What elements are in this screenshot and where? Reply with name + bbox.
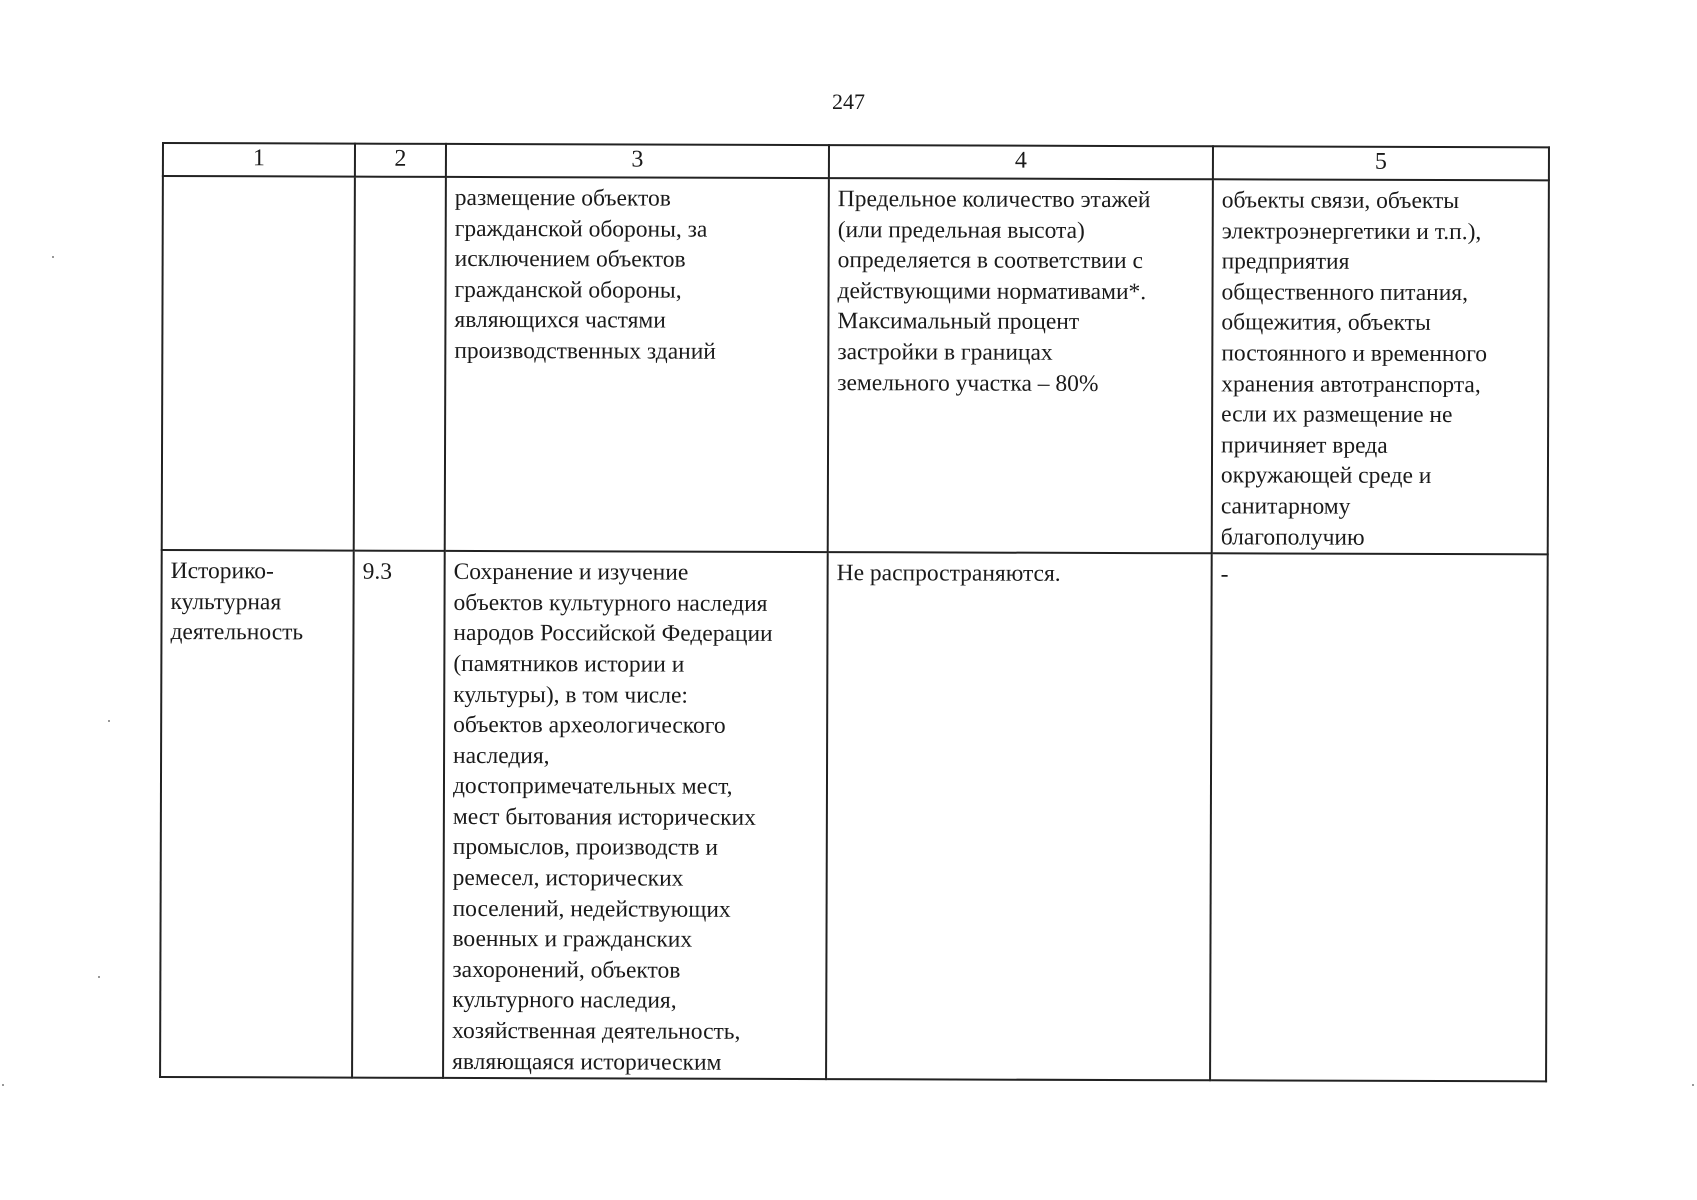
table-cell bbox=[354, 177, 446, 551]
scan-speck bbox=[98, 976, 100, 978]
scan-speck bbox=[52, 256, 54, 258]
scan-speck bbox=[108, 720, 110, 722]
table-cell bbox=[828, 178, 1213, 553]
cell-text: - bbox=[1220, 561, 1229, 588]
table-cell bbox=[1210, 553, 1548, 1081]
table-row bbox=[160, 550, 1548, 1081]
table-cell bbox=[162, 176, 355, 551]
column-header-2: 2 bbox=[355, 144, 446, 177]
scan-speck bbox=[2, 1084, 4, 1086]
page-number: 247 bbox=[832, 89, 865, 114]
table-cell bbox=[826, 552, 1212, 1080]
land-use-table bbox=[159, 142, 1550, 1083]
cell-text: 9.3 bbox=[362, 558, 393, 585]
cell-text: объекты связи, объекты электроэнергетики и т.п.), предприятия общественного питания, общежития, объекты постоянного и временного хранения автотранспорта, если их размещение не причиняет вреда окружающей среде и санитарному благополучию bbox=[1220, 187, 1488, 551]
column-header-5: 5 bbox=[1213, 146, 1549, 180]
scan-speck bbox=[1692, 1084, 1694, 1086]
cell-text: Предельное количество этажей (или предельная высота) определяется в соответствии с действующими нормативами*. Максимальный процент застройки в границах земельного участка – 80% bbox=[837, 186, 1151, 397]
cell-text: размещение объектов гражданской обороны, за исключением объектов гражданской обороны, являющихся частями производственных зданий bbox=[454, 184, 716, 365]
column-header-3: 3 bbox=[446, 144, 829, 178]
table-cell bbox=[160, 550, 354, 1078]
table-header-row bbox=[163, 143, 1549, 180]
column-header-4: 4 bbox=[829, 145, 1213, 179]
cell-text: Сохранение и изучение объектов культурного наследия народов Российской Федерации (памятников истории и культуры), в том числе: объектов археологического наследия, достопримечательных мест, мест бытования исторических промыслов, производств и ремесел, исторических поселений, недействующих военных и гражданских захоронений, объектов культурного наследия, хозяйственная деятельность, являющаяся историческим bbox=[452, 559, 773, 1076]
table-cell bbox=[443, 551, 828, 1079]
table-cell bbox=[1212, 179, 1549, 554]
table-cell bbox=[445, 177, 829, 552]
cell-text: Не распространяются. bbox=[836, 560, 1061, 587]
cell-text: Историко- культурная деятельность bbox=[170, 558, 304, 646]
table-cell bbox=[352, 551, 445, 1078]
cell-text bbox=[164, 177, 354, 183]
column-header-1: 1 bbox=[163, 143, 355, 177]
cell-text bbox=[356, 178, 445, 183]
table-row bbox=[162, 176, 1549, 554]
